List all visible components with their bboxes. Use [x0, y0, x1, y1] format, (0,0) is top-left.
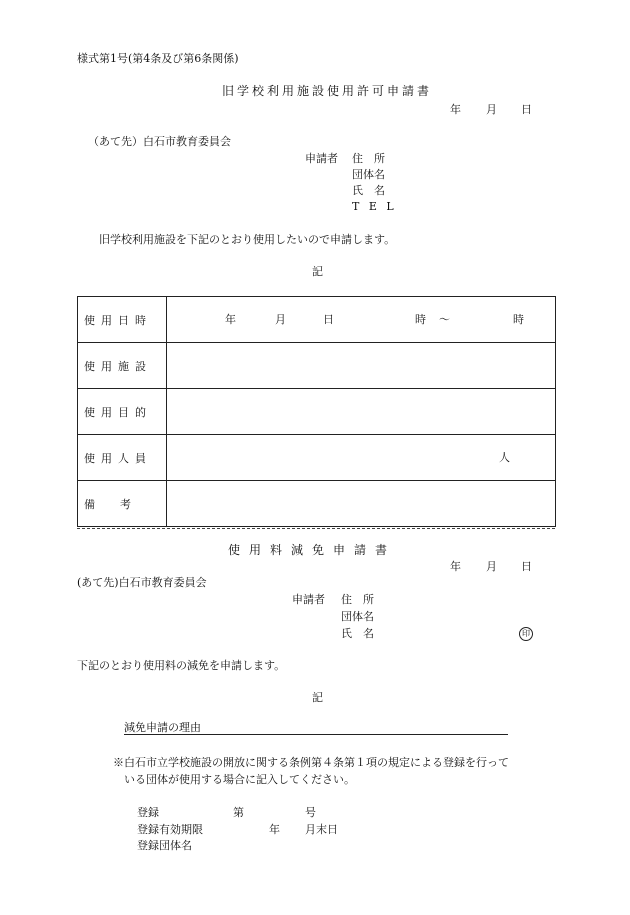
reduction-title: 使用料減免申請書	[228, 543, 397, 557]
application-title: 旧学校利用施設使用許可申請書	[222, 84, 433, 98]
date-day: 日	[521, 103, 532, 116]
usage-datetime-cell[interactable]	[167, 297, 556, 343]
applicant-field-group: 団体名	[352, 168, 385, 181]
note-line-2: いる団体が使用する場合に記入してください。	[124, 773, 355, 786]
usage-facility-cell[interactable]	[167, 343, 556, 389]
note-line-1: ※白石市立学校施設の開放に関する条例第４条第１項の規定による登録を行って	[113, 756, 509, 769]
table-row	[78, 297, 556, 343]
registration-label: 登録	[137, 806, 159, 819]
datetime-year: 年	[225, 313, 236, 326]
reduction-ki: 記	[312, 691, 323, 704]
reduction-date-year: 年	[450, 560, 461, 573]
group-name-label: 登録団体名	[137, 839, 192, 852]
reduction-applicant-label: 申請者	[292, 593, 325, 606]
applicant-field-address: 住 所	[352, 152, 385, 165]
validity-label: 登録有効期限	[137, 823, 203, 836]
date-month: 月	[486, 103, 497, 116]
usage-people-cell[interactable]	[167, 435, 556, 481]
registration-go: 号	[305, 806, 316, 819]
reduction-statement: 下記のとおり使用料の減免を申請します。	[77, 659, 286, 672]
reduction-addressee: (あて先)白石市教育委員会	[77, 576, 207, 589]
form-number: 様式第1号(第4条及び第6条関係)	[77, 52, 239, 65]
date-year: 年	[450, 103, 461, 116]
application-addressee: （あて先）白石市教育委員会	[88, 135, 231, 148]
row-label-usage-people: 使用人員	[78, 435, 167, 481]
datetime-hour-to: 時	[513, 313, 524, 326]
datetime-tilde: 〜	[439, 313, 450, 326]
table-row	[78, 435, 556, 481]
reduction-field-name: 氏 名	[341, 627, 374, 640]
reason-label: 減免申請の理由	[124, 721, 201, 734]
table-row	[78, 343, 556, 389]
reduction-field-address: 住 所	[341, 593, 374, 606]
reduction-date-day: 日	[521, 560, 532, 573]
datetime-hour-from: 時	[415, 313, 426, 326]
applicant-field-tel: T E L	[352, 200, 397, 213]
usage-purpose-cell[interactable]	[167, 389, 556, 435]
registration-dai: 第	[233, 806, 244, 819]
row-label-usage-datetime: 使用日時	[78, 297, 167, 343]
application-ki: 記	[312, 265, 323, 278]
reason-input-line[interactable]	[124, 734, 508, 735]
cut-line-divider	[77, 528, 555, 529]
applicant-field-name: 氏 名	[352, 184, 385, 197]
remarks-cell[interactable]	[167, 481, 556, 527]
table-row	[78, 481, 556, 527]
reduction-field-group: 団体名	[341, 610, 374, 623]
table-row	[78, 389, 556, 435]
reduction-date-month: 月	[486, 560, 497, 573]
seal-mark-icon: 印	[519, 627, 533, 641]
datetime-month: 月	[275, 313, 286, 326]
application-statement: 旧学校利用施設を下記のとおり使用したいので申請します。	[99, 233, 396, 246]
row-label-remarks: 備 考	[78, 481, 167, 527]
applicant-label: 申請者	[305, 152, 338, 165]
people-unit: 人	[499, 451, 510, 464]
row-label-usage-purpose: 使用目的	[78, 389, 167, 435]
validity-month-end: 月末日	[305, 823, 338, 836]
usage-table	[77, 296, 556, 527]
validity-year: 年	[269, 823, 280, 836]
datetime-day: 日	[323, 313, 334, 326]
row-label-usage-facility: 使用施設	[78, 343, 167, 389]
